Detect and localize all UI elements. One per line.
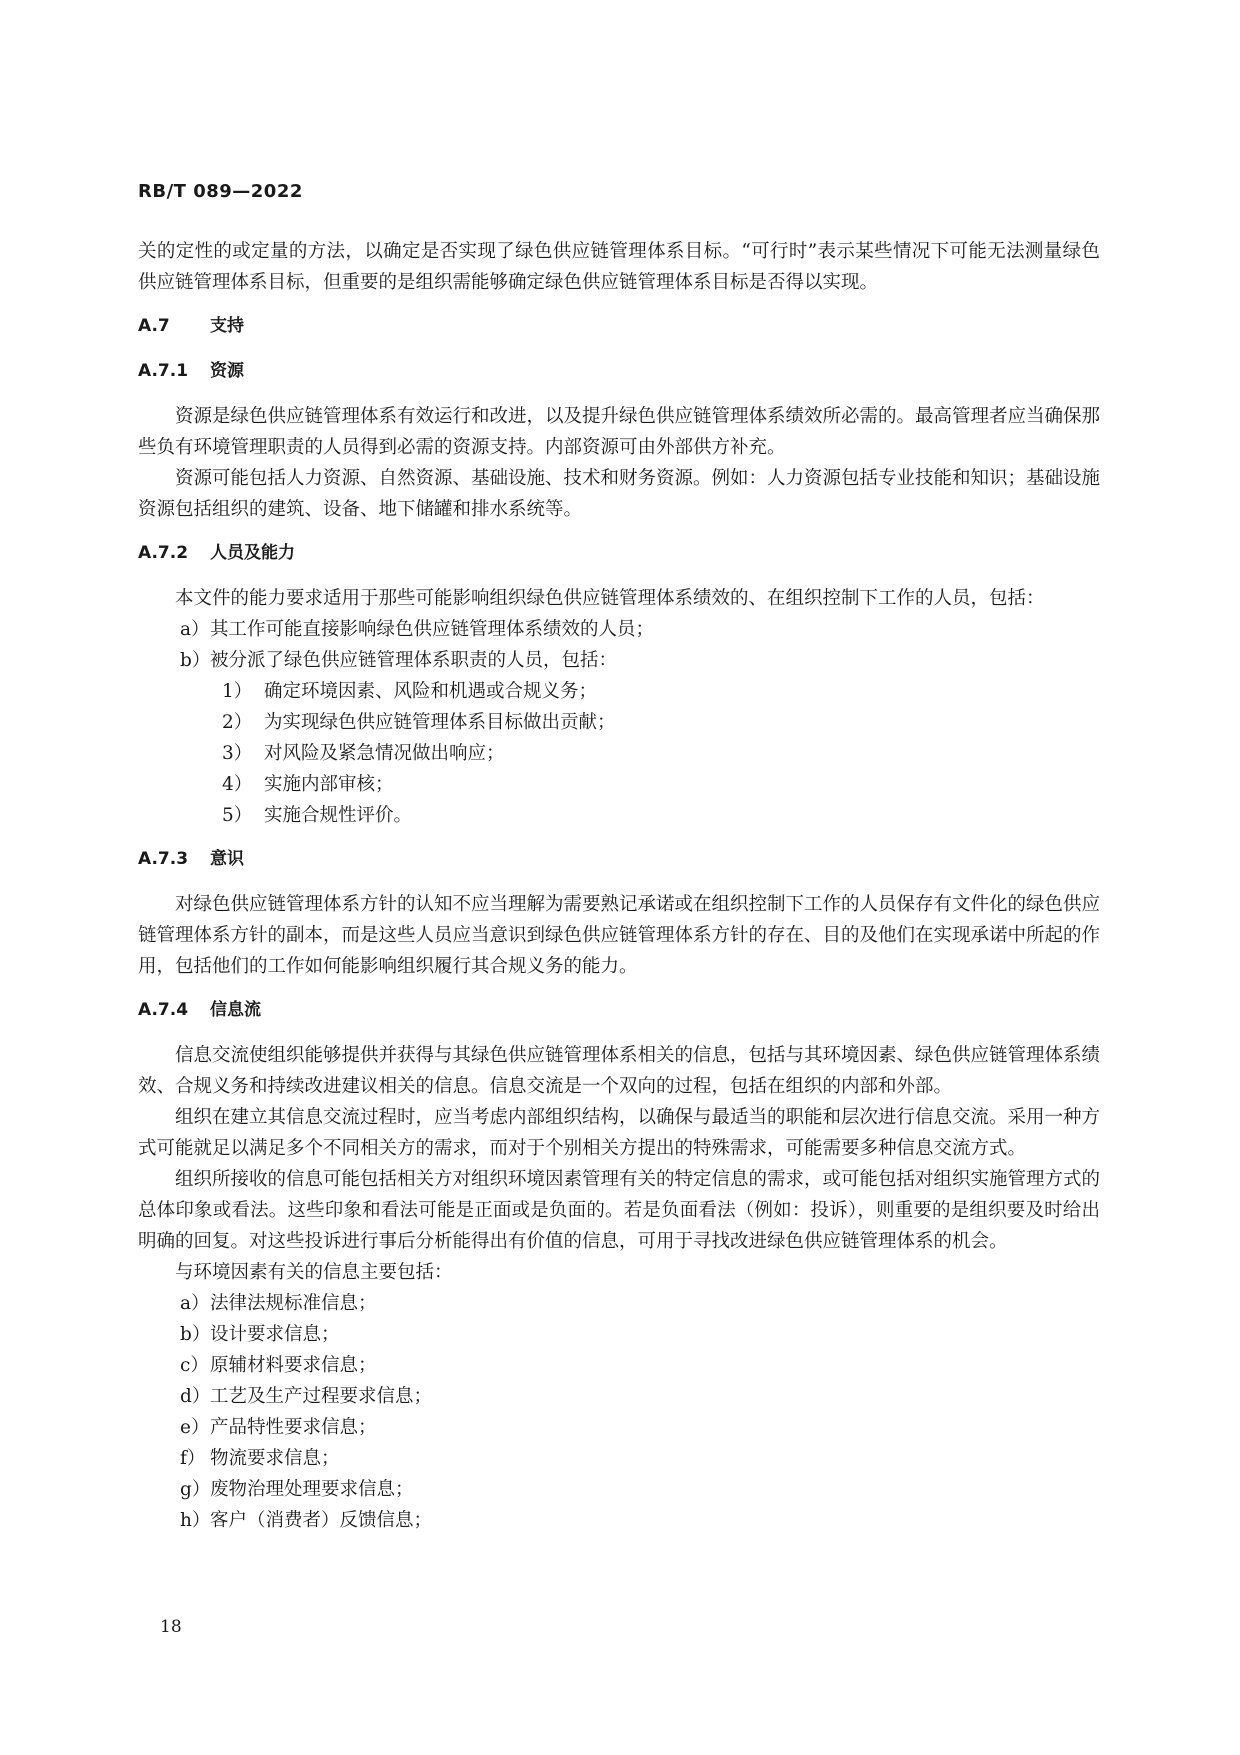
list-item: h） 客户（消费者）反馈信息； [180,1510,433,1531]
sub-list-item: 3） 对风险及紧急情况做出响应； [222,743,505,764]
section-heading-a7 [138,311,1100,342]
section-heading-a73 [138,844,1100,875]
section-title: 支持 [210,316,244,336]
list-item: g） 废物治理处理要求信息； [180,1479,414,1500]
paragraph: 资源是绿色供应链管理体系有效运行和改进，以及提升绿色供应链管理体系绩效所必需的。最高管理者应当确保那些负有环境管理职责的人员得到必需的资源支持。内部资源可由外部供方补充。 [138,406,1101,458]
page-body [138,236,1100,1536]
paragraph: 本文件的能力要求适用于那些可能影响组织绿色供应链管理体系绩效的、在组织控制下工作的人员，包括： [175,588,1045,609]
section-title: 资源 [210,361,244,381]
section-title: 意识 [210,849,244,869]
list-item: d） 工艺及生产过程要求信息； [180,1386,433,1407]
paragraph: 与环境因素有关的信息主要包括： [175,1262,453,1283]
paragraph: 信息交流使组织能够提供并获得与其绿色供应链管理体系相关的信息，包括与其环境因素、绿色供应链管理体系绩效、合规义务和持续改进建议相关的信息。信息交流是一个双向的过程，包括在组织的内部和外部。 [138,1045,1101,1097]
paragraph: 组织在建立其信息交流过程时，应当考虑内部组织结构，以确保与最适当的职能和层次进行信息交流。采用一种方式可能就足以满足多个不同相关方的需求，而对于个别相关方提出的特殊需求，可能需要多种信息交流方式。 [138,1107,1101,1159]
section-heading-a72 [138,538,1100,569]
list-item: a） 其工作可能直接影响绿色供应链管理体系绩效的人员； [180,619,655,640]
section-title: 信息流 [210,1000,261,1020]
section-heading-a74 [138,995,1100,1026]
section-number: A.7.2 [138,543,189,563]
section-heading-a71 [138,356,1100,387]
paragraph: 对绿色供应链管理体系方针的认知不应当理解为需要熟记承诺或在组织控制下工作的人员保存有文件化的绿色供应链管理体系方针的副本，而是这些人员应当意识到绿色供应链管理体系方针的存在、目的及他们在实现承诺中所起的作用，包括他们的工作如何能影响组织履行其合规义务的能力。 [138,894,1101,977]
paragraph: 组织所接收的信息可能包括相关方对组织环境因素管理有关的特定信息的需求，或可能包括对组织实施管理方式的总体印象或看法。这些印象和看法可能是正面或是负面的。若是负面看法（例如：投诉），则重要的是组织要及时给出明确的回复。对这些投诉进行事后分析能得出有价值的信息，可用于寻找改进绿色供应链管理体系的机会。 [138,1169,1101,1252]
section-number: A.7 [138,316,170,336]
section-number: A.7.1 [138,361,189,381]
section-number: A.7.4 [138,1000,189,1020]
page-number: 18 [160,1617,182,1637]
section-title: 人员及能力 [210,543,295,563]
sub-list-item: 5） 实施合规性评价。 [222,805,413,826]
sub-list-item: 4） 实施内部审核； [222,774,394,795]
list-item: c） 原辅材料要求信息； [180,1355,377,1376]
section-number: A.7.3 [138,849,189,869]
paragraph: 资源可能包括人力资源、自然资源、基础设施、技术和财务资源。例如：人力资源包括专业技能和知识；基础设施资源包括组织的建筑、设备、地下储罐和排水系统等。 [138,468,1101,520]
standard-code-header: RB/T 089—2022 [138,181,303,202]
intro-paragraph: 关的定性的或定量的方法，以确定是否实现了绿色供应链管理体系目标。“可行时”表示某些情况下可能无法测量绿色供应链管理体系目标，但重要的是组织需能够确定绿色供应链管理体系目标是否得以实现。 [138,241,1100,293]
list-item: a） 法律法规标准信息； [180,1293,377,1314]
list-item: f） 物流要求信息； [180,1448,340,1469]
list-item: b） 设计要求信息； [180,1324,340,1345]
list-item: b） 被分派了绿色供应链管理体系职责的人员，包括： [180,650,618,671]
list-item: e） 产品特性要求信息； [180,1417,377,1438]
sub-list-item: 2） 为实现绿色供应链管理体系目标做出贡献； [222,712,616,733]
sub-list-item: 1） 确定环境因素、风险和机遇或合规义务； [222,681,598,702]
